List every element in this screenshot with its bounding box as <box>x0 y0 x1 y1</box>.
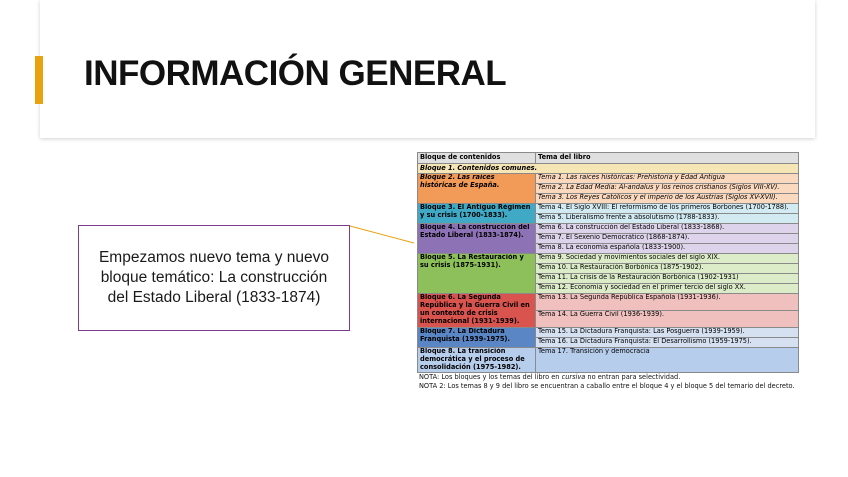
note-1: NOTA: Los bloques y los temas del libro en cursiva no entran para selectividad. <box>419 373 681 382</box>
title-accent-bar <box>35 56 43 104</box>
block-label-cell: Bloque 6. La Segunda República y la Guerra Civil en un contexto de crisis internacional (1931-1939). <box>418 293 536 327</box>
block-1-cell: Bloque 1. Contenidos comunes. <box>418 164 799 174</box>
content-table <box>417 152 799 373</box>
block-label-cell: Bloque 3. El Antiguo Régimen y su crisis (1700-1833). <box>418 203 536 223</box>
tema-cell: Tema 16. La Dictadura Franquista: El Desarrollismo (1959-1975). <box>536 337 799 347</box>
tema-cell: Tema 17. Transición y democracia <box>536 347 799 373</box>
block-label-cell: Bloque 2. Las raíces históricas de España. <box>418 173 536 203</box>
callout-text: Empezamos nuevo tema y nuevo bloque temático: La construcción del Estado Liberal (1833-1874) <box>98 249 330 306</box>
tema-cell: Tema 9. Sociedad y movimientos sociales del siglo XIX. <box>536 253 799 263</box>
table-row <box>418 253 799 263</box>
table-notes <box>417 373 798 391</box>
block-1-row <box>418 164 799 174</box>
tema-cell: Tema 12. Economía y sociedad en el primer tercio del siglo XX. <box>536 283 799 293</box>
callout-box <box>78 225 350 331</box>
tema-cell: Tema 13. La Segunda República Española (1931-1936). <box>536 293 799 310</box>
slide-title: INFORMACIÓN GENERAL <box>84 54 507 93</box>
table-row <box>418 347 799 373</box>
tema-cell: Tema 5. Liberalismo frente a absolutismo (1788-1833). <box>536 213 799 223</box>
tema-cell: Tema 15. La Dictadura Franquista: Las Posguerra (1939-1959). <box>536 327 799 337</box>
tema-cell: Tema 4. El Siglo XVIII: El reformismo de los primeros Borbones (1700-1788). <box>536 203 799 213</box>
tema-cell: Tema 1. Las raíces históricas: Prehistoria y Edad Antigua <box>536 173 799 183</box>
table-header-row <box>418 153 799 164</box>
note-2: NOTA 2: Los temas 8 y 9 del libro se encuentran a caballo entre el bloque 4 y el bloque 5 del temario del decreto. <box>419 382 795 391</box>
tema-cell: Tema 8. La economía española (1833-1900). <box>536 243 799 253</box>
tema-cell: Tema 6. La construcción del Estado Liberal (1833-1868). <box>536 223 799 233</box>
header-bloque: Bloque de contenidos <box>418 153 536 164</box>
header-tema: Tema del libro <box>536 153 799 164</box>
block-label-cell: Bloque 4. La construcción del Estado Liberal (1833-1874). <box>418 223 536 253</box>
content-table-panel <box>417 152 798 392</box>
table-row <box>418 173 799 183</box>
block-label-cell: Bloque 7. La Dictadura Franquista (1939-1975). <box>418 327 536 347</box>
tema-cell: Tema 10. La Restauración Borbónica (1875-1902). <box>536 263 799 273</box>
tema-cell: Tema 14. La Guerra Civil (1936-1939). <box>536 310 799 327</box>
table-row <box>418 223 799 233</box>
block-label-cell: Bloque 5. La Restauración y su crisis (1875-1931). <box>418 253 536 293</box>
tema-cell: Tema 11. La crisis de la Restauración Borbónica (1902-1931) <box>536 273 799 283</box>
table-row <box>418 327 799 337</box>
tema-cell: Tema 7. El Sexenio Democrático (1868-1874). <box>536 233 799 243</box>
table-row <box>418 293 799 310</box>
table-row <box>418 203 799 213</box>
tema-cell: Tema 2. La Edad Media: Al-andalus y los reinos cristianos (Siglos VIII-XV). <box>536 183 799 193</box>
block-label-cell: Bloque 8. La transición democrática y el proceso de consolidación (1975-1982). <box>418 347 536 373</box>
tema-cell: Tema 3. Los Reyes Católicos y el imperio de los Austrias (Siglos XV-XVII). <box>536 193 799 203</box>
